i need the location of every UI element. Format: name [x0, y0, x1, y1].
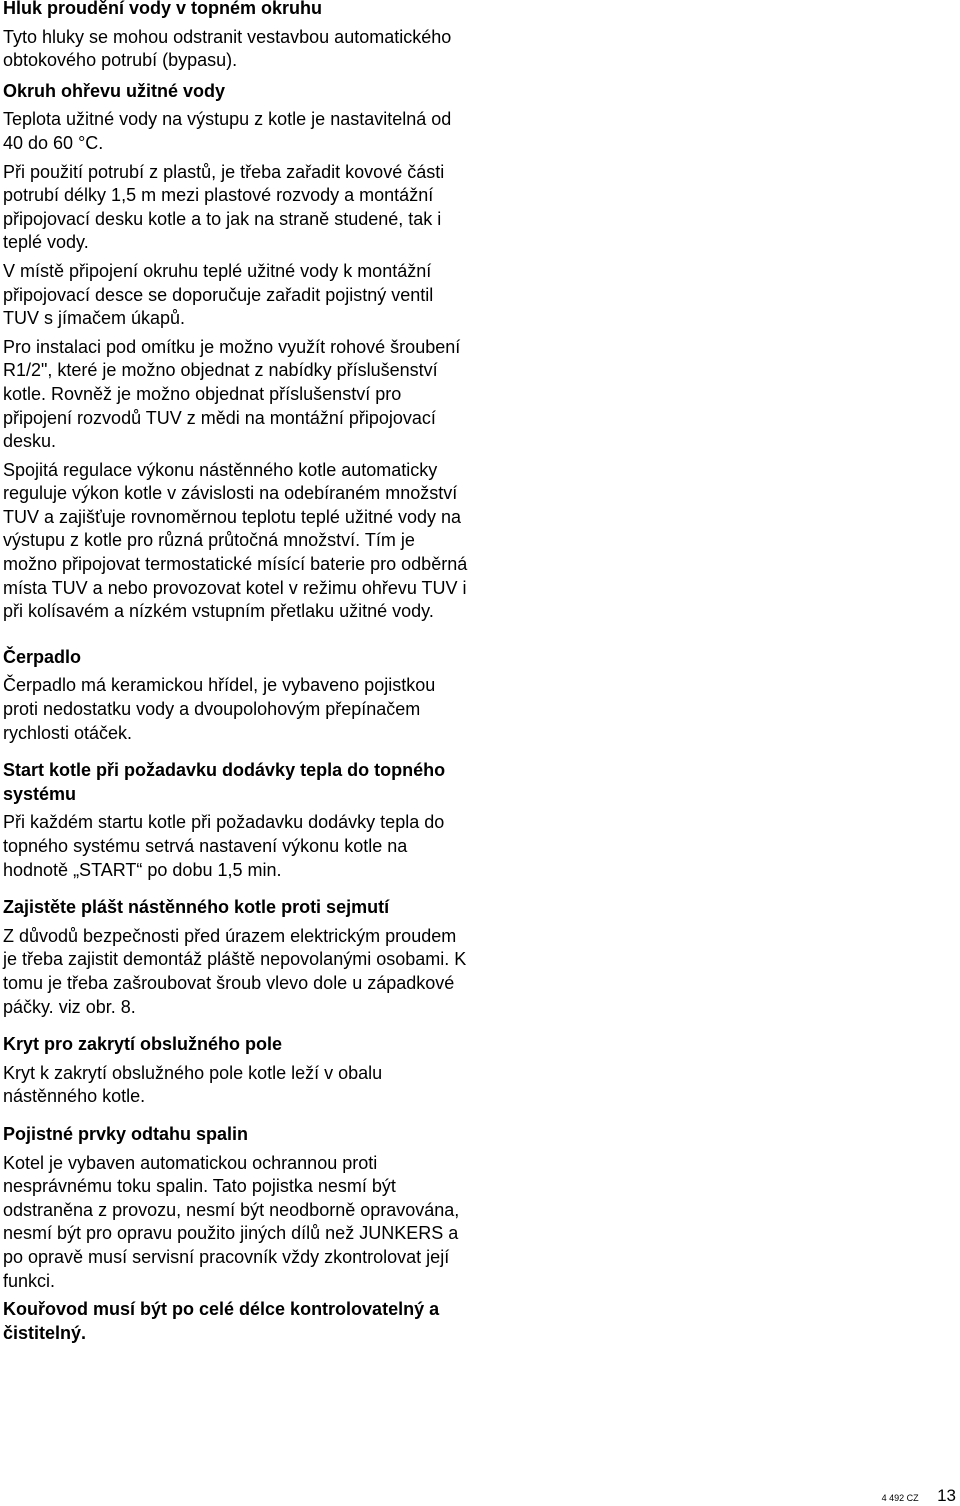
paragraph: V místě připojení okruhu teplé užitné vody k montážní připojovací desce se doporučuje zařadit pojistný ventil TUV s jímačem úkapů. — [3, 260, 434, 329]
document-column — [3, 0, 473, 1350]
section-heading: Kouřovod musí být po celé délce kontrolovatelný a čistitelný. — [3, 1299, 440, 1343]
paragraph: Kryt k zakrytí obslužného pole kotle leží v obalu nástěnného kotle. — [3, 1062, 383, 1107]
section-heading: Pojistné prvky odtahu spalin — [3, 1123, 249, 1144]
paragraph: Z důvodů bezpečnosti před úrazem elektrickým proudem je třeba zajistit demontáž pláště nepovolanými osobami. K tomu je třeba zašroubovat šroub vlevo dole u západkové páčky. viz obr. 8. — [3, 925, 467, 1017]
paragraph: Pro instalaci pod omítku je možno využít rohové šroubení R1/2", které je možno objednat z nabídky příslušenství kotle. Rovněž je možno objednat příslušenství pro připojení rozvodů TUV z mědi na montážní připojovací desku. — [3, 336, 461, 452]
paragraph: Při každém startu kotle při požadavku dodávky tepla do topného systému setrvá nastavení výkonu kotle na hodnotě „START“ po dobu 1,5 min. — [3, 812, 445, 880]
section-control-panel-cover — [3, 1033, 473, 1109]
paragraph: Při použití potrubí z plastů, je třeba zařadit kovové části potrubí délky 1,5 m mezi plastové rozvody a montážní připojovací desku kotle a to jak na straně studené, tak i teplé vody. — [3, 161, 445, 253]
section-boiler-start — [3, 759, 473, 882]
paragraph: Tyto hluky se mohou odstranit vestavbou automatického obtokového potrubí (bypasu). — [3, 26, 452, 71]
section-heading: Start kotle při požadavku dodávky tepla do topného systému — [3, 760, 446, 804]
section-heading: Zajistěte plášt nástěnného kotle proti sejmutí — [3, 897, 390, 918]
section-flue-safety — [3, 1123, 473, 1293]
section-heading: Okruh ohřevu užitné vody — [3, 80, 226, 101]
page-number: 13 — [937, 1486, 956, 1505]
paragraph: Spojitá regulace výkonu nástěnného kotle automaticky reguluje výkon kotle v závislosti na odebíraném množství TUV a zajišťuje rovnoměrnou teplotu teplé užitné vody na výstupu z kotle pro různá průtočná množství. Tím je možno připojovat termostatické mísící baterie pro odběrná místa TUV a nebo provozovat kotel v režimu ohřevu TUV i při kolísavém a nízkém vstupním přetlaku užitné vody. — [3, 459, 468, 622]
paragraph: Teplota užitné vody na výstupu z kotle je nastavitelná od 40 do 60 °C. — [3, 109, 452, 153]
paragraph: Kotel je vybaven automatickou ochrannou proti nesprávnému toku spalin. Tato pojistka nesmí být odstraněna z provozu, nesmí být neodborně opravována, nesmí být pro opravu použito jiných dílů než JUNKERS a po opravě musí servisní pracovník vždy zkontrolovat její funkci. — [3, 1152, 460, 1291]
section-casing-lock — [3, 896, 473, 1019]
section-heading: Hluk proudění vody v topném okruhu — [3, 0, 323, 18]
document-code: 4 492 CZ — [881, 1493, 919, 1503]
section-heading: Čerpadlo — [3, 646, 82, 667]
page-footer — [882, 1486, 956, 1506]
section-flue-pipe-note — [3, 1298, 473, 1345]
section-heading: Kryt pro zakrytí obslužného pole — [3, 1034, 283, 1055]
section-water-flow-noise — [3, 0, 473, 73]
section-pump — [3, 646, 473, 745]
paragraph: Čerpadlo má keramickou hřídel, je vybaveno pojistkou proti nedostatku vody a dvoupolohovým přepínačem rychlosti otáček. — [3, 675, 436, 743]
section-hot-water-circuit — [3, 80, 473, 624]
